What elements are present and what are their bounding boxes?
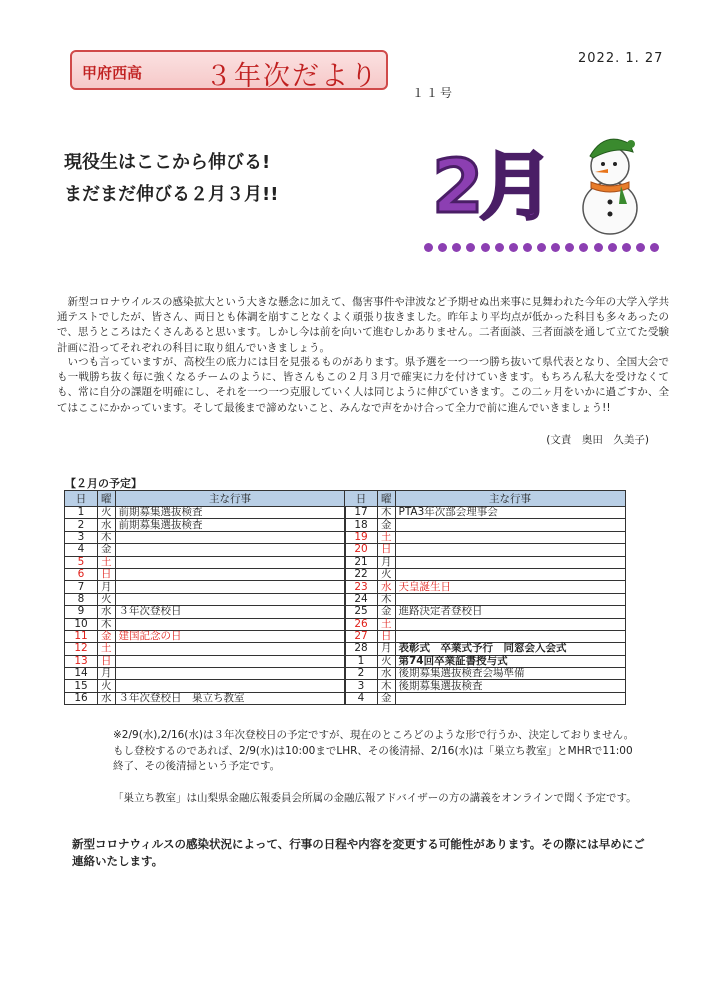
day-cell: 25	[345, 606, 378, 618]
weekday-cell: 日	[98, 655, 116, 667]
weekday-cell: 月	[378, 556, 396, 568]
event-cell	[395, 593, 625, 605]
event-cell: 前期募集選抜検査	[115, 519, 345, 531]
col-event: 主な行事	[115, 491, 345, 507]
weekday-cell: 金	[378, 606, 396, 618]
weekday-cell: 水	[378, 668, 396, 680]
day-cell: 24	[345, 593, 378, 605]
day-cell: 2	[65, 519, 98, 531]
weekday-cell: 水	[98, 606, 116, 618]
newsletter-name: ３年次だより	[205, 61, 379, 92]
event-cell: PTA3年次部会理事会	[395, 507, 625, 519]
weekday-cell: 木	[378, 680, 396, 692]
weekday-cell: 金	[378, 692, 396, 704]
table-row	[345, 568, 626, 580]
event-cell: 第74回卒業証書授与式	[395, 655, 625, 667]
day-cell: 6	[65, 568, 98, 580]
day-cell: 9	[65, 606, 98, 618]
day-cell: 22	[345, 568, 378, 580]
col-day: 日	[65, 491, 98, 507]
table-row	[65, 618, 346, 630]
weekday-cell: 土	[378, 618, 396, 630]
signature: (文責 奥田 久美子)	[546, 434, 649, 446]
day-cell: 20	[345, 544, 378, 556]
weekday-cell: 金	[98, 630, 116, 642]
day-cell: 17	[345, 507, 378, 519]
day-cell: 27	[345, 630, 378, 642]
weekday-cell: 土	[98, 643, 116, 655]
schedule-note-1: ※2/9(水),2/16(水)は３年次登校日の予定ですが、現在のところどのような形で行うか、決定しておりません。もし登校するのであれば、2/9(水)は10:00までLHR、その後清掃、2/16(水)は「巣立ち教室」とMHRで11:00終了、その後清掃という予定です。	[113, 729, 635, 772]
event-cell	[395, 544, 625, 556]
schedule-note-2: 「巣立ち教室」は山梨県金融広報委員会所属の金融広報アドバイザーの方の講義をオンラインで聞く予定です。	[113, 792, 637, 804]
weekday-cell: 木	[98, 531, 116, 543]
event-cell	[395, 531, 625, 543]
body-paragraph-1: 新型コロナウイルスの感染拡大という大きな懸念に加えて、傷害事件や津波など予期せぬ出来事に見舞われた今年の大学入学共通テストでしたが、皆さん、両日とも体調を崩すことなくよく頑張り抜きました。昨年より平均点が低かった科目も多々あったので、思うところはたくさんあると思います。しかし今は前を向いて進むしかありません。二者面談、三者面談を通して立てた受験計画に沿ってそれぞれの科目に取り組んでいきましょう。	[57, 296, 669, 354]
col-day: 日	[345, 491, 378, 507]
table-row	[345, 668, 626, 680]
school-name: 甲府西高	[82, 64, 143, 82]
day-cell: 16	[65, 692, 98, 704]
col-event: 主な行事	[395, 491, 625, 507]
day-cell: 2	[345, 668, 378, 680]
weekday-cell: 月	[98, 581, 116, 593]
table-row	[65, 692, 346, 704]
table-row	[65, 655, 346, 667]
event-cell	[395, 630, 625, 642]
table-row	[345, 544, 626, 556]
col-weekday: 曜	[378, 491, 396, 507]
weekday-cell: 月	[98, 668, 116, 680]
snowman-illustration	[575, 128, 645, 236]
event-cell	[115, 668, 345, 680]
weekday-cell: 水	[98, 519, 116, 531]
weekday-cell: 日	[98, 568, 116, 580]
day-cell: 21	[345, 556, 378, 568]
day-cell: 18	[345, 519, 378, 531]
table-row	[65, 680, 346, 692]
table-row	[65, 630, 346, 642]
event-cell	[115, 581, 345, 593]
table-row	[65, 606, 346, 618]
issue-date: 2022. 1. 27	[578, 51, 664, 66]
table-row	[65, 507, 346, 519]
table-row	[345, 507, 626, 519]
day-cell: 14	[65, 668, 98, 680]
event-cell	[395, 556, 625, 568]
table-row	[65, 568, 346, 580]
event-cell	[115, 556, 345, 568]
table-row	[65, 531, 346, 543]
table-row	[65, 544, 346, 556]
day-cell: 1	[345, 655, 378, 667]
table-row	[65, 519, 346, 531]
weekday-cell: 金	[378, 519, 396, 531]
day-cell: 12	[65, 643, 98, 655]
event-cell	[115, 655, 345, 667]
weekday-cell: 日	[378, 630, 396, 642]
weekday-cell: 木	[98, 618, 116, 630]
weekday-cell: 水	[378, 581, 396, 593]
day-cell: 23	[345, 581, 378, 593]
event-cell	[395, 692, 625, 704]
event-cell: 前期募集選抜検査	[115, 507, 345, 519]
schedule-table-left	[64, 490, 346, 705]
day-cell: 13	[65, 655, 98, 667]
weekday-cell: 木	[378, 593, 396, 605]
event-cell: 表彰式 卒業式予行 同窓会入会式	[395, 643, 625, 655]
day-cell: 3	[65, 531, 98, 543]
weekday-cell: 水	[98, 692, 116, 704]
table-row	[345, 531, 626, 543]
day-cell: 1	[65, 507, 98, 519]
day-cell: 3	[345, 680, 378, 692]
table-row	[345, 643, 626, 655]
event-cell: 後期募集選抜検査会場準備	[395, 668, 625, 680]
day-cell: 8	[65, 593, 98, 605]
event-cell	[115, 618, 345, 630]
table-row	[65, 581, 346, 593]
weekday-cell: 土	[98, 556, 116, 568]
event-cell: 進路決定者登校日	[395, 606, 625, 618]
weekday-cell: 火	[378, 655, 396, 667]
month-graphic: 2月	[432, 144, 550, 230]
table-row	[65, 556, 346, 568]
event-cell	[115, 531, 345, 543]
event-cell: 天皇誕生日	[395, 581, 625, 593]
headline-1: 現役生はここから伸びる!	[64, 152, 271, 173]
dot-divider	[424, 243, 659, 257]
day-cell: 5	[65, 556, 98, 568]
weekday-cell: 木	[378, 507, 396, 519]
table-row	[65, 668, 346, 680]
event-cell	[115, 568, 345, 580]
table-row	[345, 519, 626, 531]
table-row	[65, 643, 346, 655]
table-row	[345, 581, 626, 593]
table-row	[345, 593, 626, 605]
weekday-cell: 日	[378, 544, 396, 556]
day-cell: 15	[65, 680, 98, 692]
weekday-cell: 月	[378, 643, 396, 655]
event-cell	[115, 593, 345, 605]
day-cell: 19	[345, 531, 378, 543]
day-cell: 11	[65, 630, 98, 642]
event-cell	[115, 680, 345, 692]
event-cell: 後期募集選抜検査	[395, 680, 625, 692]
weekday-cell: 火	[98, 593, 116, 605]
schedule-table-right	[344, 490, 626, 705]
event-cell: ３年次登校日 巣立ち教室	[115, 692, 345, 704]
event-cell: ３年次登校日	[115, 606, 345, 618]
day-cell: 26	[345, 618, 378, 630]
table-row	[345, 692, 626, 704]
table-row	[345, 655, 626, 667]
event-cell	[395, 568, 625, 580]
event-cell	[115, 544, 345, 556]
weekday-cell: 火	[378, 568, 396, 580]
day-cell: 4	[65, 544, 98, 556]
day-cell: 7	[65, 581, 98, 593]
weekday-cell: 金	[98, 544, 116, 556]
weekday-cell: 火	[98, 680, 116, 692]
day-cell: 10	[65, 618, 98, 630]
col-weekday: 曜	[98, 491, 116, 507]
table-row	[345, 556, 626, 568]
body-paragraph-2: いつも言っていますが、高校生の底力には目を見張るものがあります。県予選を一つ一つ勝ち抜いて県代表となり、全国大会でも一戦勝ち抜く毎に強くなるチームのように、皆さんもこの２月３月で確実に力を付けていきます。もちろん私大を受けなくても、常に自分の課題を明確にし、それを一つ一つ克服していく人は同じように伸びていきます。この二ヶ月をいかに過ごすか、全てはここにかかっています。そして最後まで諦めないこと、みんなで声をかけ合って全力で前に進んでいきましょう!!	[57, 356, 669, 414]
event-cell: 建国記念の日	[115, 630, 345, 642]
schedule-title: 【２月の予定】	[65, 477, 142, 490]
day-cell: 4	[345, 692, 378, 704]
table-row	[345, 630, 626, 642]
table-row	[345, 680, 626, 692]
event-cell	[115, 643, 345, 655]
issue-number: １１号	[412, 86, 455, 100]
event-cell	[395, 519, 625, 531]
event-cell	[395, 618, 625, 630]
table-row	[345, 618, 626, 630]
weekday-cell: 土	[378, 531, 396, 543]
weekday-cell: 火	[98, 507, 116, 519]
table-row	[65, 593, 346, 605]
day-cell: 28	[345, 643, 378, 655]
headline-2: まだまだ伸びる２月３月!!	[64, 184, 279, 205]
final-notice: 新型コロナウィルスの感染状況によって、行事の日程や内容を変更する可能性があります。その際には早めにご連絡いたします。	[72, 837, 645, 868]
table-row	[345, 606, 626, 618]
